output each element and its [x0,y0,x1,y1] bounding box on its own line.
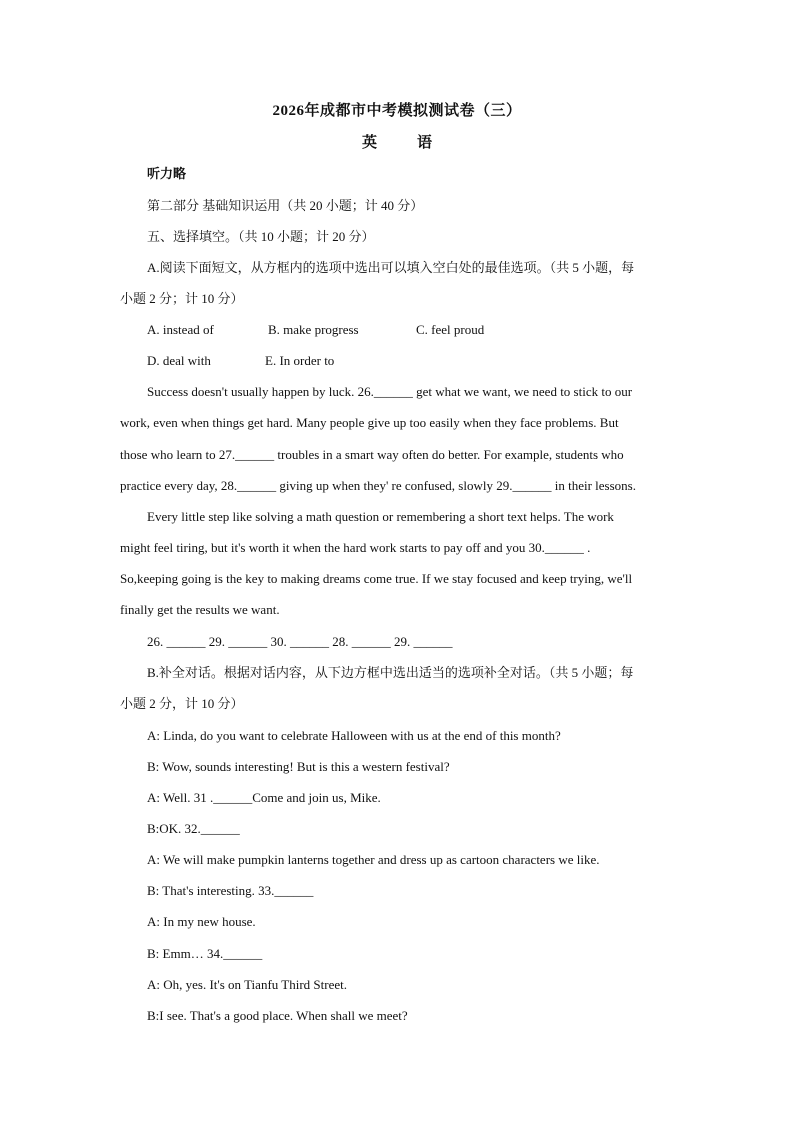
section-a-instruction-cont: 小题 2 分；计 10 分） [120,291,244,306]
subject-heading [0,133,794,153]
dialogue-line: B:OK. 32.______ [147,821,240,836]
exam-title: 2026年成都市中考模拟测试卷（三） [272,103,522,119]
options-row-1 [147,320,675,340]
section-a-instruction: A.阅读下面短文，从方框内的选项中选出可以填入空白处的最佳选项。（共 5 小题，每 [147,260,635,275]
section-b-instruction: B.补全对话。根据对话内容，从下边方框中选出适当的选项补全对话。（共 5 小题；每 [147,665,634,680]
option-a: A. instead of [147,322,214,337]
section-b-instruction-cont: 小题 2 分，计 10 分） [120,696,244,711]
passage-line: finally get the results we want. [120,602,280,617]
dialogue-line: B:I see. That's a good place. When shall we meet? [147,1008,408,1023]
passage-line: Every little step like solving a math question or remembering a short text helps. The work [147,509,614,524]
section-five-heading: 五、选择填空。（共 10 小题；计 20 分） [147,229,375,244]
dialogue-line: A: Oh, yes. It's on Tianfu Third Street. [147,977,347,992]
passage-line: might feel tiring, but it's worth it when the hard work starts to pay off and you 30.______ . [120,540,591,555]
subject-char-2: 语 [417,135,433,151]
dialogue-line: B: Wow, sounds interesting! But is this a western festival? [147,759,450,774]
dialogue-line: B: Emm… 34.______ [147,946,263,961]
passage-line: work, even when things get hard. Many people give up too easily when they face problems. But [120,415,619,430]
option-c: C. feel proud [416,322,485,337]
dialogue-line: A: Linda, do you want to celebrate Halloween with us at the end of this month? [147,728,561,743]
dialogue-line: A: We will make pumpkin lanterns together and dress up as cartoon characters we like. [147,852,600,867]
answer-blanks: 26. ______ 29. ______ 30. ______ 28. ______ 29. ______ [147,634,453,649]
part-two-heading: 第二部分 基础知识运用（共 20 小题；计 40 分） [147,198,424,213]
options-row-2 [147,351,675,371]
passage-line: So,keeping going is the key to making dreams come true. If we stay focused and keep trying, we'll [120,571,633,586]
passage-line: those who learn to 27.______ troubles in a smart way often do better. For example, students who [120,447,624,462]
dialogue-line: A: Well. 31 .______Come and join us, Mike. [147,790,381,805]
option-b: B. make progress [268,322,359,337]
passage-line: Success doesn't usually happen by luck. 26.______ get what we want, we need to stick to our [147,384,633,399]
listening-note: 听力略 [147,166,187,181]
option-d: D. deal with [147,353,211,368]
subject-char-1: 英 [361,135,377,151]
passage-line: practice every day, 28.______ giving up when they' re confused, slowly 29.______ in their lessons. [120,478,636,493]
option-e: E. In order to [265,353,335,368]
dialogue-line: B: That's interesting. 33.______ [147,883,314,898]
dialogue-line: A: In my new house. [147,914,256,929]
